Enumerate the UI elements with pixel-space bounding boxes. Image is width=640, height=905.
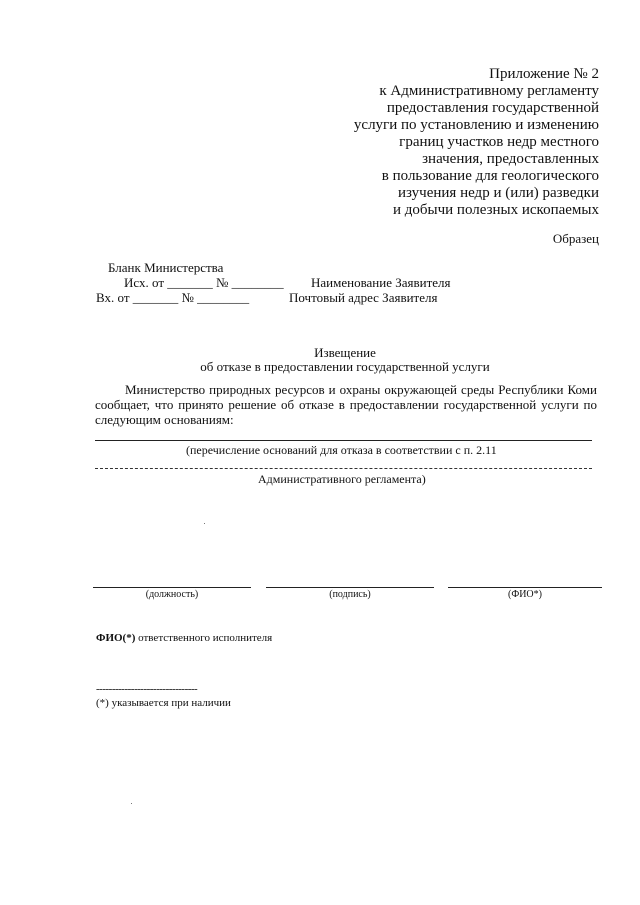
footnote-text: (*) указывается при наличии bbox=[96, 697, 231, 709]
grounds-line-1 bbox=[95, 440, 592, 441]
grounds-line-2 bbox=[95, 468, 592, 469]
appendix-header bbox=[354, 66, 599, 219]
scan-speck bbox=[204, 523, 205, 524]
grounds-caption-1: (перечисление оснований для отказа в соответствии с п. 2.11 bbox=[186, 443, 497, 457]
applicant-name: Наименование Заявителя bbox=[311, 275, 451, 290]
signature-line bbox=[266, 587, 434, 588]
grounds-caption-2: Административного регламента) bbox=[258, 472, 426, 486]
executor-label-rest: ответственного исполнителя bbox=[135, 632, 273, 644]
position-signature-line bbox=[93, 587, 251, 588]
outgoing-ref: Исх. от _______ № ________ bbox=[124, 275, 284, 290]
fio-signature-line bbox=[448, 587, 602, 588]
appendix-line: границ участков недр местного bbox=[399, 134, 599, 150]
incoming-ref: Вх. от _______ № ________ bbox=[96, 290, 250, 305]
appendix-line: изучения недр и (или) разведки bbox=[398, 185, 599, 201]
appendix-line: и добычи полезных ископаемых bbox=[392, 202, 599, 218]
sample-label: Образец bbox=[552, 231, 599, 246]
body-text: Министерство природных ресурсов и охраны окружающей среды Республики Коми сообщает, что принято решение об отказе в предоставлении государственной услуги по следующим основаниям: bbox=[95, 382, 597, 427]
applicant-address: Почтовый адрес Заявителя bbox=[289, 290, 438, 305]
appendix-line: услуги по установлению и изменению bbox=[353, 117, 599, 133]
notice-subtitle: об отказе в предоставлении государственной услуги bbox=[200, 359, 490, 374]
scan-speck bbox=[131, 803, 132, 804]
notice-title: Извещение bbox=[314, 345, 376, 360]
body-paragraph bbox=[95, 382, 597, 427]
appendix-line: предоставления государственной bbox=[386, 100, 599, 116]
appendix-line: к Административному регламенту bbox=[379, 83, 599, 99]
ministry-blank: Бланк Министерства bbox=[108, 260, 224, 275]
appendix-line: в пользование для геологического bbox=[381, 168, 599, 184]
footnote-separator: -------------------------------- bbox=[96, 683, 198, 695]
position-caption: (должность) bbox=[145, 589, 199, 600]
fio-caption: (ФИО*) bbox=[507, 589, 542, 600]
signature-caption: (подпись) bbox=[329, 589, 371, 600]
executor-label-bold: ФИО(*) bbox=[96, 632, 136, 644]
appendix-line: Приложение № 2 bbox=[489, 66, 599, 82]
appendix-line: значения, предоставленных bbox=[422, 151, 599, 167]
executor-label bbox=[96, 632, 272, 644]
